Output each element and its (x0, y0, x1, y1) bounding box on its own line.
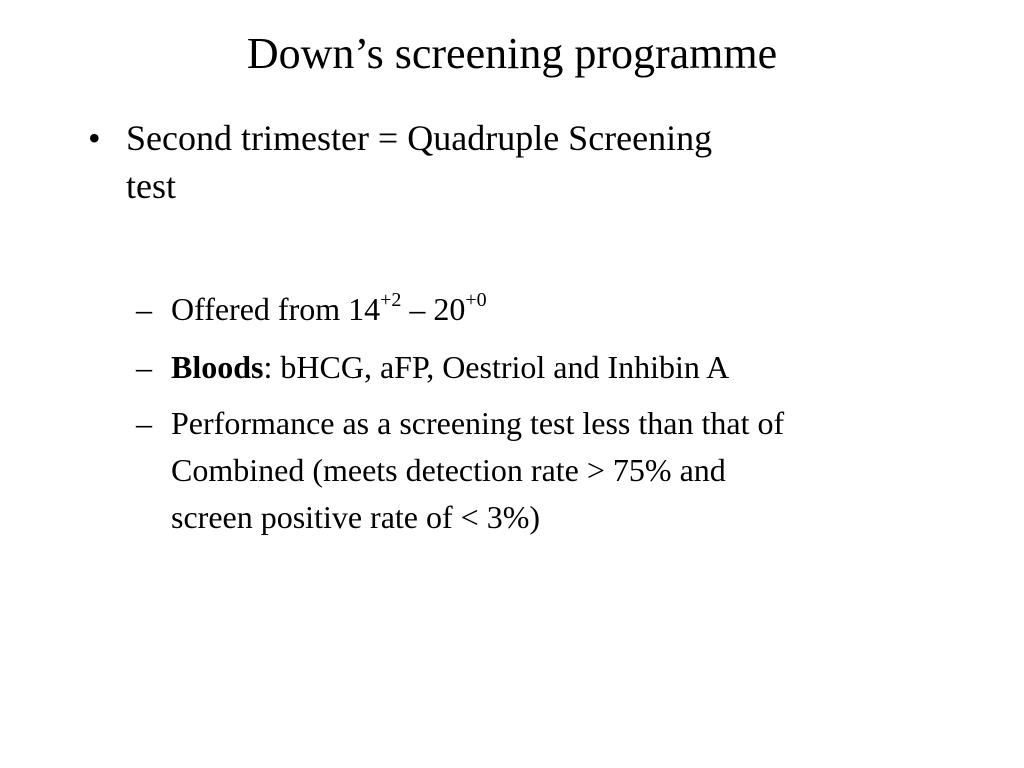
slide-title: Down’s screening programme (246, 29, 778, 78)
offered-to-text: – 20 (401, 291, 466, 327)
performance-line-3: screen positive rate of < 3%) (171, 499, 541, 535)
sub-bullet-marker: – (136, 349, 152, 385)
sub-bullet-marker: – (136, 405, 152, 441)
sub-bullet-text (171, 344, 956, 391)
bullet-text-line-1: Second trimester = Quadruple Screening (126, 118, 713, 158)
sub-bullet-text (171, 286, 956, 333)
sub-bullet-text (171, 400, 956, 541)
sub-bullet-marker: – (136, 291, 152, 327)
performance-line-2: Combined (meets detection rate > 75% and (171, 452, 726, 488)
bullet-text-line-2: test (126, 166, 176, 206)
bullet-marker: • (88, 118, 101, 158)
performance-line-1: Performance as a screening test less than that of (171, 405, 785, 441)
bullet-text (126, 114, 886, 210)
bloods-label: Bloods (171, 349, 264, 385)
offered-from-text: Offered from 14 (171, 291, 381, 327)
gestation-start-superscript: +2 (380, 289, 402, 312)
bloods-list: : bHCG, aFP, Oestriol and Inhibin A (263, 349, 730, 385)
gestation-end-superscript: +0 (465, 289, 487, 312)
